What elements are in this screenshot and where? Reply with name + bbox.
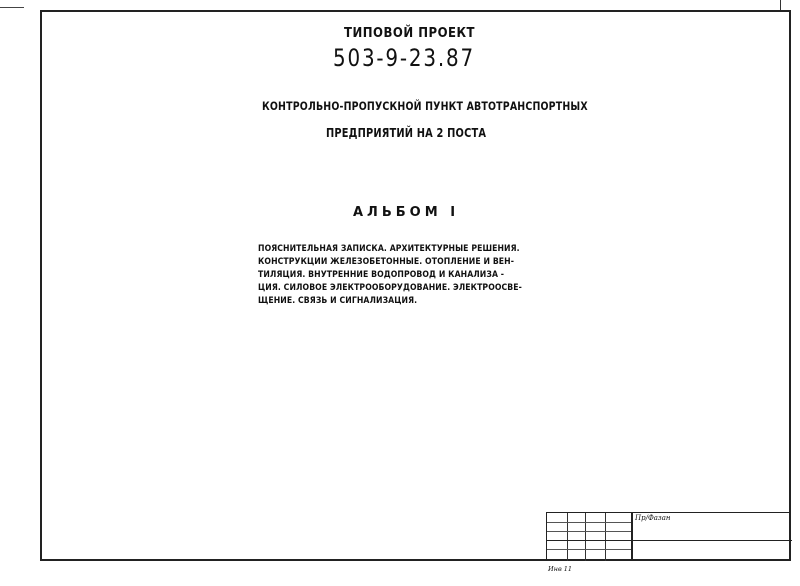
stamp-divider: [605, 513, 606, 561]
stamp-divider: [547, 522, 631, 523]
stamp-divider: [585, 513, 586, 561]
sheet-edge-mark: [780, 0, 781, 10]
album-heading: АЛЬБОМ I: [353, 205, 460, 220]
stamp-divider: [567, 513, 568, 561]
project-type-label: ТИПОВОЙ ПРОЕКТ: [344, 26, 476, 41]
album-description-line: ПОЯСНИТЕЛЬНАЯ ЗАПИСКА. АРХИТЕКТУРНЫЕ РЕШЕНИЯ.: [258, 244, 520, 254]
stamp-label: Пр/Фазан: [635, 514, 671, 522]
album-description-line: ЦИЯ. СИЛОВОЕ ЭЛЕКТРООБОРУДОВАНИЕ. ЭЛЕКТРООСВЕ-: [258, 283, 522, 293]
stamp-divider: [631, 513, 633, 561]
album-description-line: КОНСТРУКЦИИ ЖЕЛЕЗОБЕТОННЫЕ. ОТОПЛЕНИЕ И ВЕН-: [258, 257, 515, 267]
album-description-line: ТИЛЯЦИЯ. ВНУТРЕННИЕ ВОДОПРОВОД И КАНАЛИЗА -: [258, 270, 505, 280]
album-description-line: ЩЕНИЕ. СВЯЗЬ И СИГНАЛИЗАЦИЯ.: [258, 296, 418, 306]
inventory-number: Инв 11: [548, 565, 573, 573]
stamp-divider: [547, 549, 631, 550]
stamp-divider: [547, 531, 631, 532]
title-block-stamp: [546, 512, 791, 561]
sheet-edge-mark: [0, 7, 24, 8]
project-number: 503-9-23.87: [333, 44, 475, 72]
stamp-divider: [547, 540, 792, 541]
document-title-line-1: КОНТРОЛЬНО-ПРОПУСКНОЙ ПУНКТ АВТОТРАНСПОРТНЫХ: [262, 99, 588, 113]
document-title-line-2: ПРЕДПРИЯТИЙ НА 2 ПОСТА: [326, 126, 487, 140]
